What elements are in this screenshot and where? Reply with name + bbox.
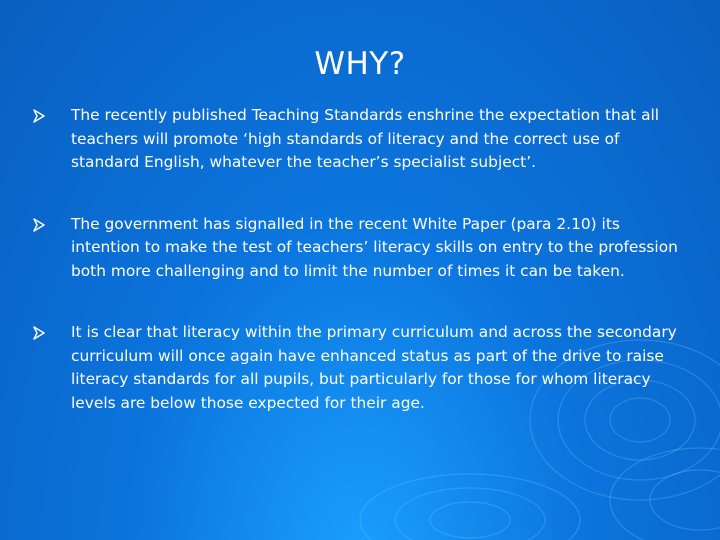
bullet-list [32, 104, 682, 453]
bullet-item [32, 213, 682, 284]
bullet-text: The government has signalled in the recent White Paper (para 2.10) its intention to make the test of teachers’ literacy skills on entry to the profession both more challenging and to limit the number of times it can be taken. [71, 214, 678, 280]
arrowhead-bullet-icon [32, 104, 50, 128]
slide-title: WHY? [314, 46, 406, 82]
arrowhead-bullet-icon [32, 321, 50, 345]
bullet-text: It is clear that literacy within the primary curriculum and across the secondary curriculum will once again have enhanced status as part of the drive to raise literacy standards for all pupils, but particularly for those for whom literacy levels are below those expected for their age. [71, 323, 677, 412]
arrowhead-bullet-icon [32, 213, 50, 237]
bullet-text: The recently published Teaching Standards enshrine the expectation that all teachers will promote ‘high standards of literacy and the correct use of standard English, whatever the teacher’s specialist subject’. [71, 106, 660, 171]
bullet-item [32, 321, 682, 415]
bullet-item [32, 104, 682, 175]
